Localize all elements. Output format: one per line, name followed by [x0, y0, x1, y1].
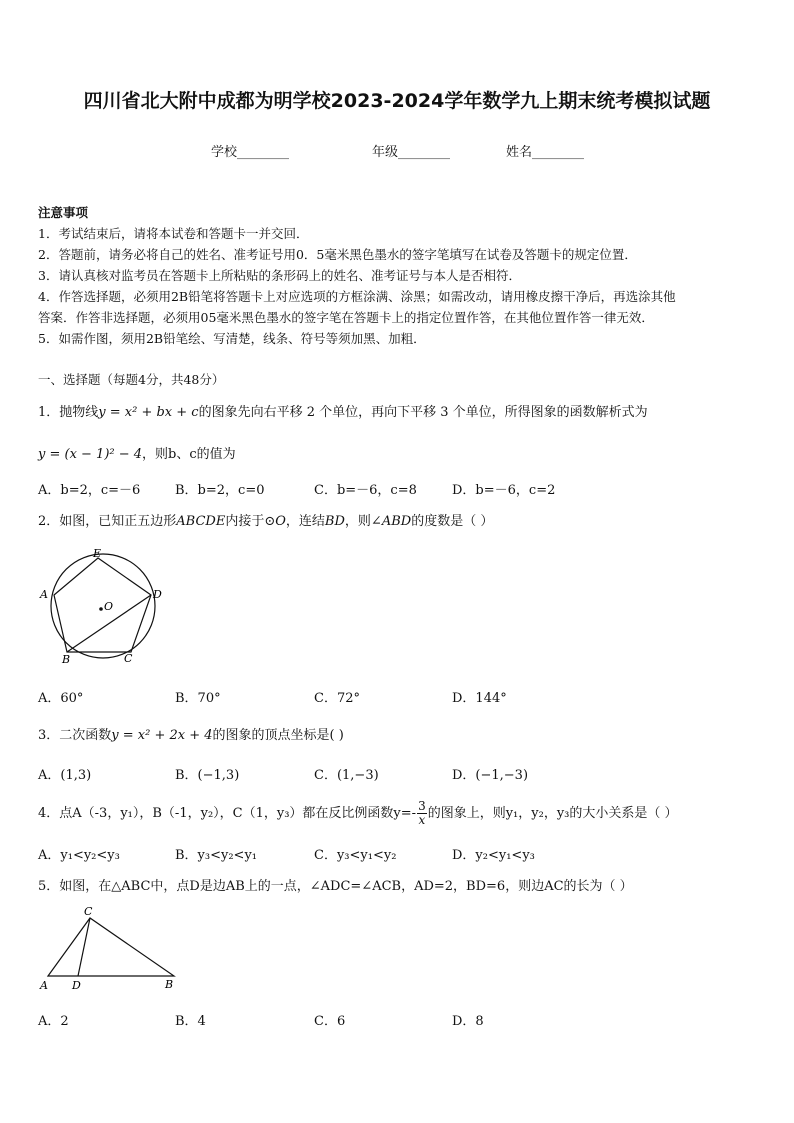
notes-heading: 注意事项 — [38, 205, 89, 220]
q3-option-d[interactable]: D．(−1,−3) — [452, 768, 529, 783]
q2-suffix: 的度数是（ ） — [411, 514, 494, 529]
label-c: C — [124, 652, 133, 665]
question-4 — [38, 800, 678, 827]
q4-frac-den: x — [418, 813, 426, 827]
grade-field[interactable]: 年级________ — [372, 145, 451, 160]
note-item-4-cont: 答案．作答非选择题，必须用05毫米黑色墨水的签字笔在答题卡上的指定位置作答，在其他位置作答一律无效． — [38, 310, 654, 325]
q5-option-b[interactable]: B．4 — [175, 1014, 206, 1029]
q3-expr: y = x² + 2x + 4 — [111, 728, 213, 743]
note-item-1: 1．考试结束后，请将本试卷和答题卡一并交回． — [38, 226, 309, 241]
note-item-2: 2．答题前，请务必将自己的姓名、准考证号用0．5毫米黑色墨水的签字笔填写在试卷及答题卡的规定位置． — [38, 247, 637, 262]
q2-seg: BD — [324, 514, 345, 529]
q5-label-a: A — [40, 979, 48, 992]
q1-expr: y = x² + bx + c — [98, 405, 199, 420]
circumcircle — [51, 554, 155, 658]
q1-option-b[interactable]: B．b=2，c=0 — [175, 483, 265, 498]
school-field[interactable]: 学校________ — [211, 145, 290, 160]
q1-option-c[interactable]: C．b=－6，c=8 — [314, 483, 417, 498]
q2-mid: 内接于 — [225, 514, 265, 529]
q4-option-d[interactable]: D．y₂<y₁<y₃ — [452, 848, 535, 863]
q2-poly: ABCDE — [176, 514, 226, 529]
q4-suffix: 的图象上，则y₁，y₂，y₃的大小关系是（ ） — [427, 806, 678, 821]
q2-prefix: 2．如图，已知正五边形 — [38, 514, 177, 529]
q2-option-a[interactable]: A．60° — [38, 691, 84, 706]
triangle-abc — [48, 918, 174, 976]
q4-prefix: 4．点A（-3，y₁），B（-1，y₂），C（1，y₃）都在反比例函数y=- — [38, 806, 417, 821]
q1-line2-expr: y = (x − 1)² − 4 — [38, 447, 143, 462]
question-1 — [38, 401, 648, 420]
q4-option-a[interactable]: A．y₁<y₂<y₃ — [38, 848, 120, 863]
q5-option-c[interactable]: C．6 — [314, 1014, 346, 1029]
q3-option-b[interactable]: B．(−1,3) — [175, 768, 240, 783]
q4-option-c[interactable]: C．y₃<y₁<y₂ — [314, 848, 397, 863]
q1-text: 的图象先向右平移 2 个单位，再向下平移 3 个单位，所得图象的函数解析式为 — [198, 405, 648, 420]
q5-option-d[interactable]: D．8 — [452, 1014, 484, 1029]
q1-option-d[interactable]: D．b=－6，c=2 — [452, 483, 556, 498]
q5-label-d: D — [72, 979, 81, 992]
q1-option-a[interactable]: A．b=2，c=－6 — [38, 483, 141, 498]
name-field[interactable]: 姓名________ — [506, 145, 585, 160]
q2-figure — [36, 546, 166, 668]
q1-line2-text: ，则b、c的值为 — [142, 447, 236, 462]
q5-figure — [36, 902, 186, 994]
q4-frac-num: 3 — [418, 799, 426, 813]
q5-label-b: B — [165, 978, 174, 991]
label-d: D — [153, 588, 162, 601]
q5-label-c: C — [84, 905, 93, 918]
section-heading: 一、选择题（每题4分，共48分） — [38, 372, 225, 387]
q3-suffix: 的图象的顶点坐标是( ) — [212, 728, 344, 743]
q2-circle: ⊙O — [264, 514, 286, 529]
note-item-4: 4．作答选择题，必须用2B铅笔将答题卡上对应选项的方框涂满、涂黑；如需改动，请用橡皮擦干净后，再选涂其他 — [38, 289, 676, 304]
q4-fraction — [417, 800, 427, 827]
q2-option-c[interactable]: C．72° — [314, 691, 360, 706]
q4-option-b[interactable]: B．y₃<y₂<y₁ — [175, 848, 258, 863]
label-b: B — [62, 653, 71, 666]
note-item-3: 3．请认真核对监考员在答题卡上所粘贴的条形码上的姓名、准考证号与本人是否相符． — [38, 268, 521, 283]
q3-option-c[interactable]: C．(1,−3) — [314, 768, 379, 783]
q1-prefix: 1．抛物线 — [38, 405, 99, 420]
page-title: 四川省北大附中成都为明学校2023-2024学年数学九上期末统考模拟试题 — [83, 90, 711, 112]
q2-mid3: ，则 — [344, 514, 371, 529]
q2-angle: ∠ABD — [370, 514, 412, 529]
question-5: 5．如图，在△ABC中，点D是边AB上的一点，∠ADC=∠ACB，AD=2，BD=6，则边AC的长为（ ） — [38, 879, 633, 894]
label-e: E — [93, 547, 102, 560]
label-a: A — [40, 588, 48, 601]
q3-prefix: 3．二次函数 — [38, 728, 112, 743]
question-1-line2 — [38, 443, 236, 462]
center-point — [99, 607, 103, 611]
label-o: O — [104, 600, 114, 613]
q2-option-b[interactable]: B．70° — [175, 691, 221, 706]
question-3 — [38, 724, 344, 743]
q3-option-a[interactable]: A．(1,3) — [38, 768, 92, 783]
question-2 — [38, 510, 493, 529]
note-item-5: 5．如需作图，须用2B铅笔绘、写清楚，线条、符号等须加黑、加粗． — [38, 331, 426, 346]
q2-mid2: ，连结 — [285, 514, 325, 529]
q5-option-a[interactable]: A．2 — [38, 1014, 69, 1029]
q2-option-d[interactable]: D．144° — [452, 691, 507, 706]
